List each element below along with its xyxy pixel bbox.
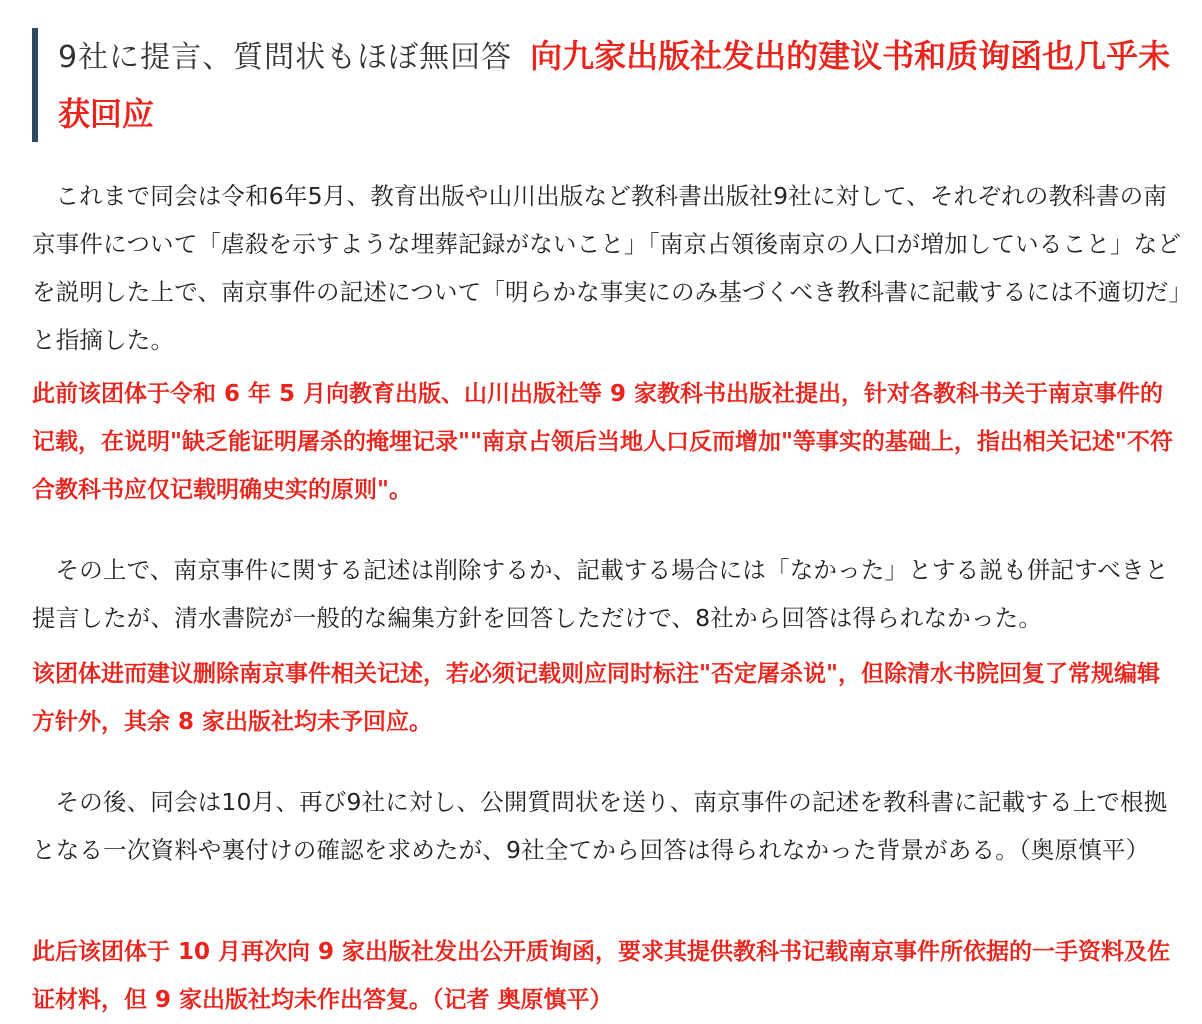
heading-japanese: 9社に提言、質問状もほぼ無回答 <box>58 40 513 75</box>
paragraph-3-japanese: その後、同会は10月、再び9社に対し、公開質問状を送り、南京事件の記述を教科書に記載する上で根拠となる一次資料や裏付けの確認を求めたが、9社全てから回答は得られなかった背景がある。（奥原慎平） <box>32 788 1168 864</box>
paragraph-2-japanese: その上で、南京事件に関する記述は削除するか、記載する場合には「なかった」とする説も併記すべきと提言したが、清水書院が一般的な編集方針を回答しただけで、8社から回答は得られなかった。 <box>32 556 1169 632</box>
section-heading <box>32 28 1182 142</box>
paragraph-3-chinese-translation: 此后该团体于 10 月再次向 9 家出版社发出公开质询函，要求其提供教科书记载南京事件所依据的一手资料及佐证材料，但 9 家出版社均未作出答复。（记者 奥原慎平） <box>32 939 1171 1013</box>
paragraph-2-chinese-translation: 该团体进而建议删除南京事件相关记述，若必须记载则应同时标注"否定屠杀说"，但除清水书院回复了常规编辑方针外，其余 8 家出版社均未予回应。 <box>32 661 1160 735</box>
paragraph-1-japanese: これまで同会は令和6年5月、教育出版や山川出版など教科書出版社9社に対して、それぞれの教科書の南京事件について「虐殺を示すような埋葬記録がないこと」「南京占領後南京の人口が増加していること」などを説明した上で、南京事件の記述について「明らかな事実にのみ基づくべき教科書に記載するには不適切だ」と指摘した。 <box>32 182 1182 354</box>
paragraph-1-chinese-translation: 此前该团体于令和 6 年 5 月向教育出版、山川出版社等 9 家教科书出版社提出，针对各教科书关于南京事件的记载，在说明"缺乏能证明屠杀的掩埋记录""南京占领后当地人口反而增加"等事实的基础上，指出相关记述"不符合教科书应仅记载明确史实的原则"。 <box>32 381 1173 503</box>
heading-chinese-translation: 向九家出版社发出的建议书和质询函也几乎未获回应 <box>58 37 1171 133</box>
